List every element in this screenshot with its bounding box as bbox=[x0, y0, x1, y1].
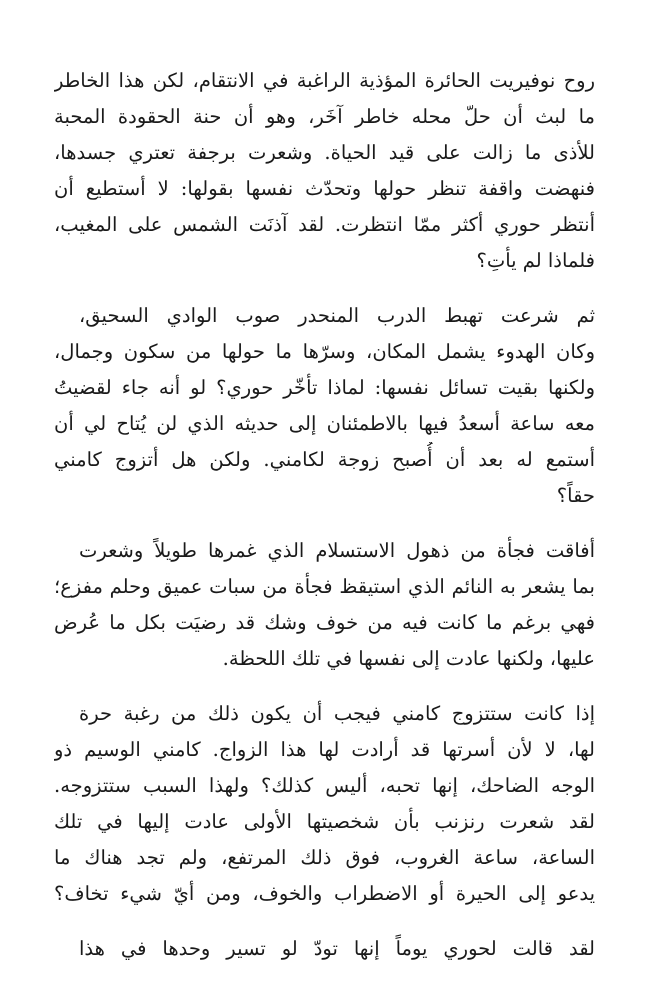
text-line: يدعو إلى الحيرة أو الاضطراب والخوف، ومن أيّ شيء تخاف؟ bbox=[54, 882, 595, 905]
text-line: لها، لا لأن أسرتها قد أرادت لها هذا الزواج. كامني الوسيم ذو bbox=[54, 738, 595, 761]
text-line: ما لبث أن حلّ محله خاطر آخَر، وهو أن حنة الحقودة المحبة bbox=[54, 105, 595, 128]
text-line: فلماذا لم يأتِ؟ bbox=[476, 249, 595, 272]
text-line: لقد شعرت رنزنب بأن شخصيتها الأولى عادت إليها في تلك bbox=[54, 810, 595, 833]
text-line: وكان الهدوء يشمل المكان، وسرّها ما حولها من سكون وجمال، bbox=[54, 340, 595, 363]
text-line: الوجه الضاحك، إنها تحبه، أليس كذلك؟ ولهذا السبب ستتزوجه. bbox=[54, 774, 595, 797]
text-line: معه ساعة أسعدُ فيها بالاطمئنان إلى حديثه الذي لن يُتاح لي أن bbox=[54, 412, 595, 435]
text-line: حقاً؟ bbox=[556, 484, 595, 507]
text-line: أفاقت فجأة من ذهول الاستسلام الذي غمرها طويلاً وشعرت bbox=[79, 539, 595, 562]
text-line: ولكنها بقيت تسائل نفسها: لماذا تأخّر حوري؟ لو أنه جاء لقضيتُ bbox=[54, 376, 595, 399]
text-line: للأذى ما زالت على قيد الحياة. وشعرت برجفة تعتري جسدها، bbox=[54, 141, 595, 164]
text-line: إذا كانت ستتزوج كامني فيجب أن يكون ذلك من رغبة حرة bbox=[79, 702, 595, 725]
text-line: فهي برغم ما كانت فيه من خوف وشك قد رضيَت بكل ما عُرض bbox=[54, 611, 595, 634]
text-line: أنتظر حوري أكثر ممّا انتظرت. لقد آذنَت الشمس على المغيب، bbox=[54, 213, 595, 236]
text-line: لقد قالت لحوري يوماً إنها تودّ لو تسير وحدها في هذا bbox=[79, 937, 595, 960]
text-line: روح نوفيريت الحائرة المؤذية الراغبة في الانتقام، لكن هذا الخاطر bbox=[54, 69, 595, 92]
text-line: ثم شرعت تهبط الدرب المنحدر صوب الوادي السحيق، bbox=[79, 304, 595, 327]
text-line: الساعة، ساعة الغروب، فوق ذلك المرتفع، ولم تجد هناك ما bbox=[54, 846, 595, 869]
text-line: بما يشعر به النائم الذي استيقظ فجأة من سبات عميق وحلم مفزع؛ bbox=[54, 575, 595, 598]
text-line: فنهضت واقفة تنظر حولها وتحدّث نفسها بقولها: لا أستطيع أن bbox=[54, 177, 595, 200]
text-line: عليها، ولكنها عادت إلى نفسها في تلك اللحظة. bbox=[222, 647, 595, 670]
text-line: أستمع له بعد أن أُصبح زوجة لكامني. ولكن هل أتزوج كامني bbox=[54, 448, 595, 471]
